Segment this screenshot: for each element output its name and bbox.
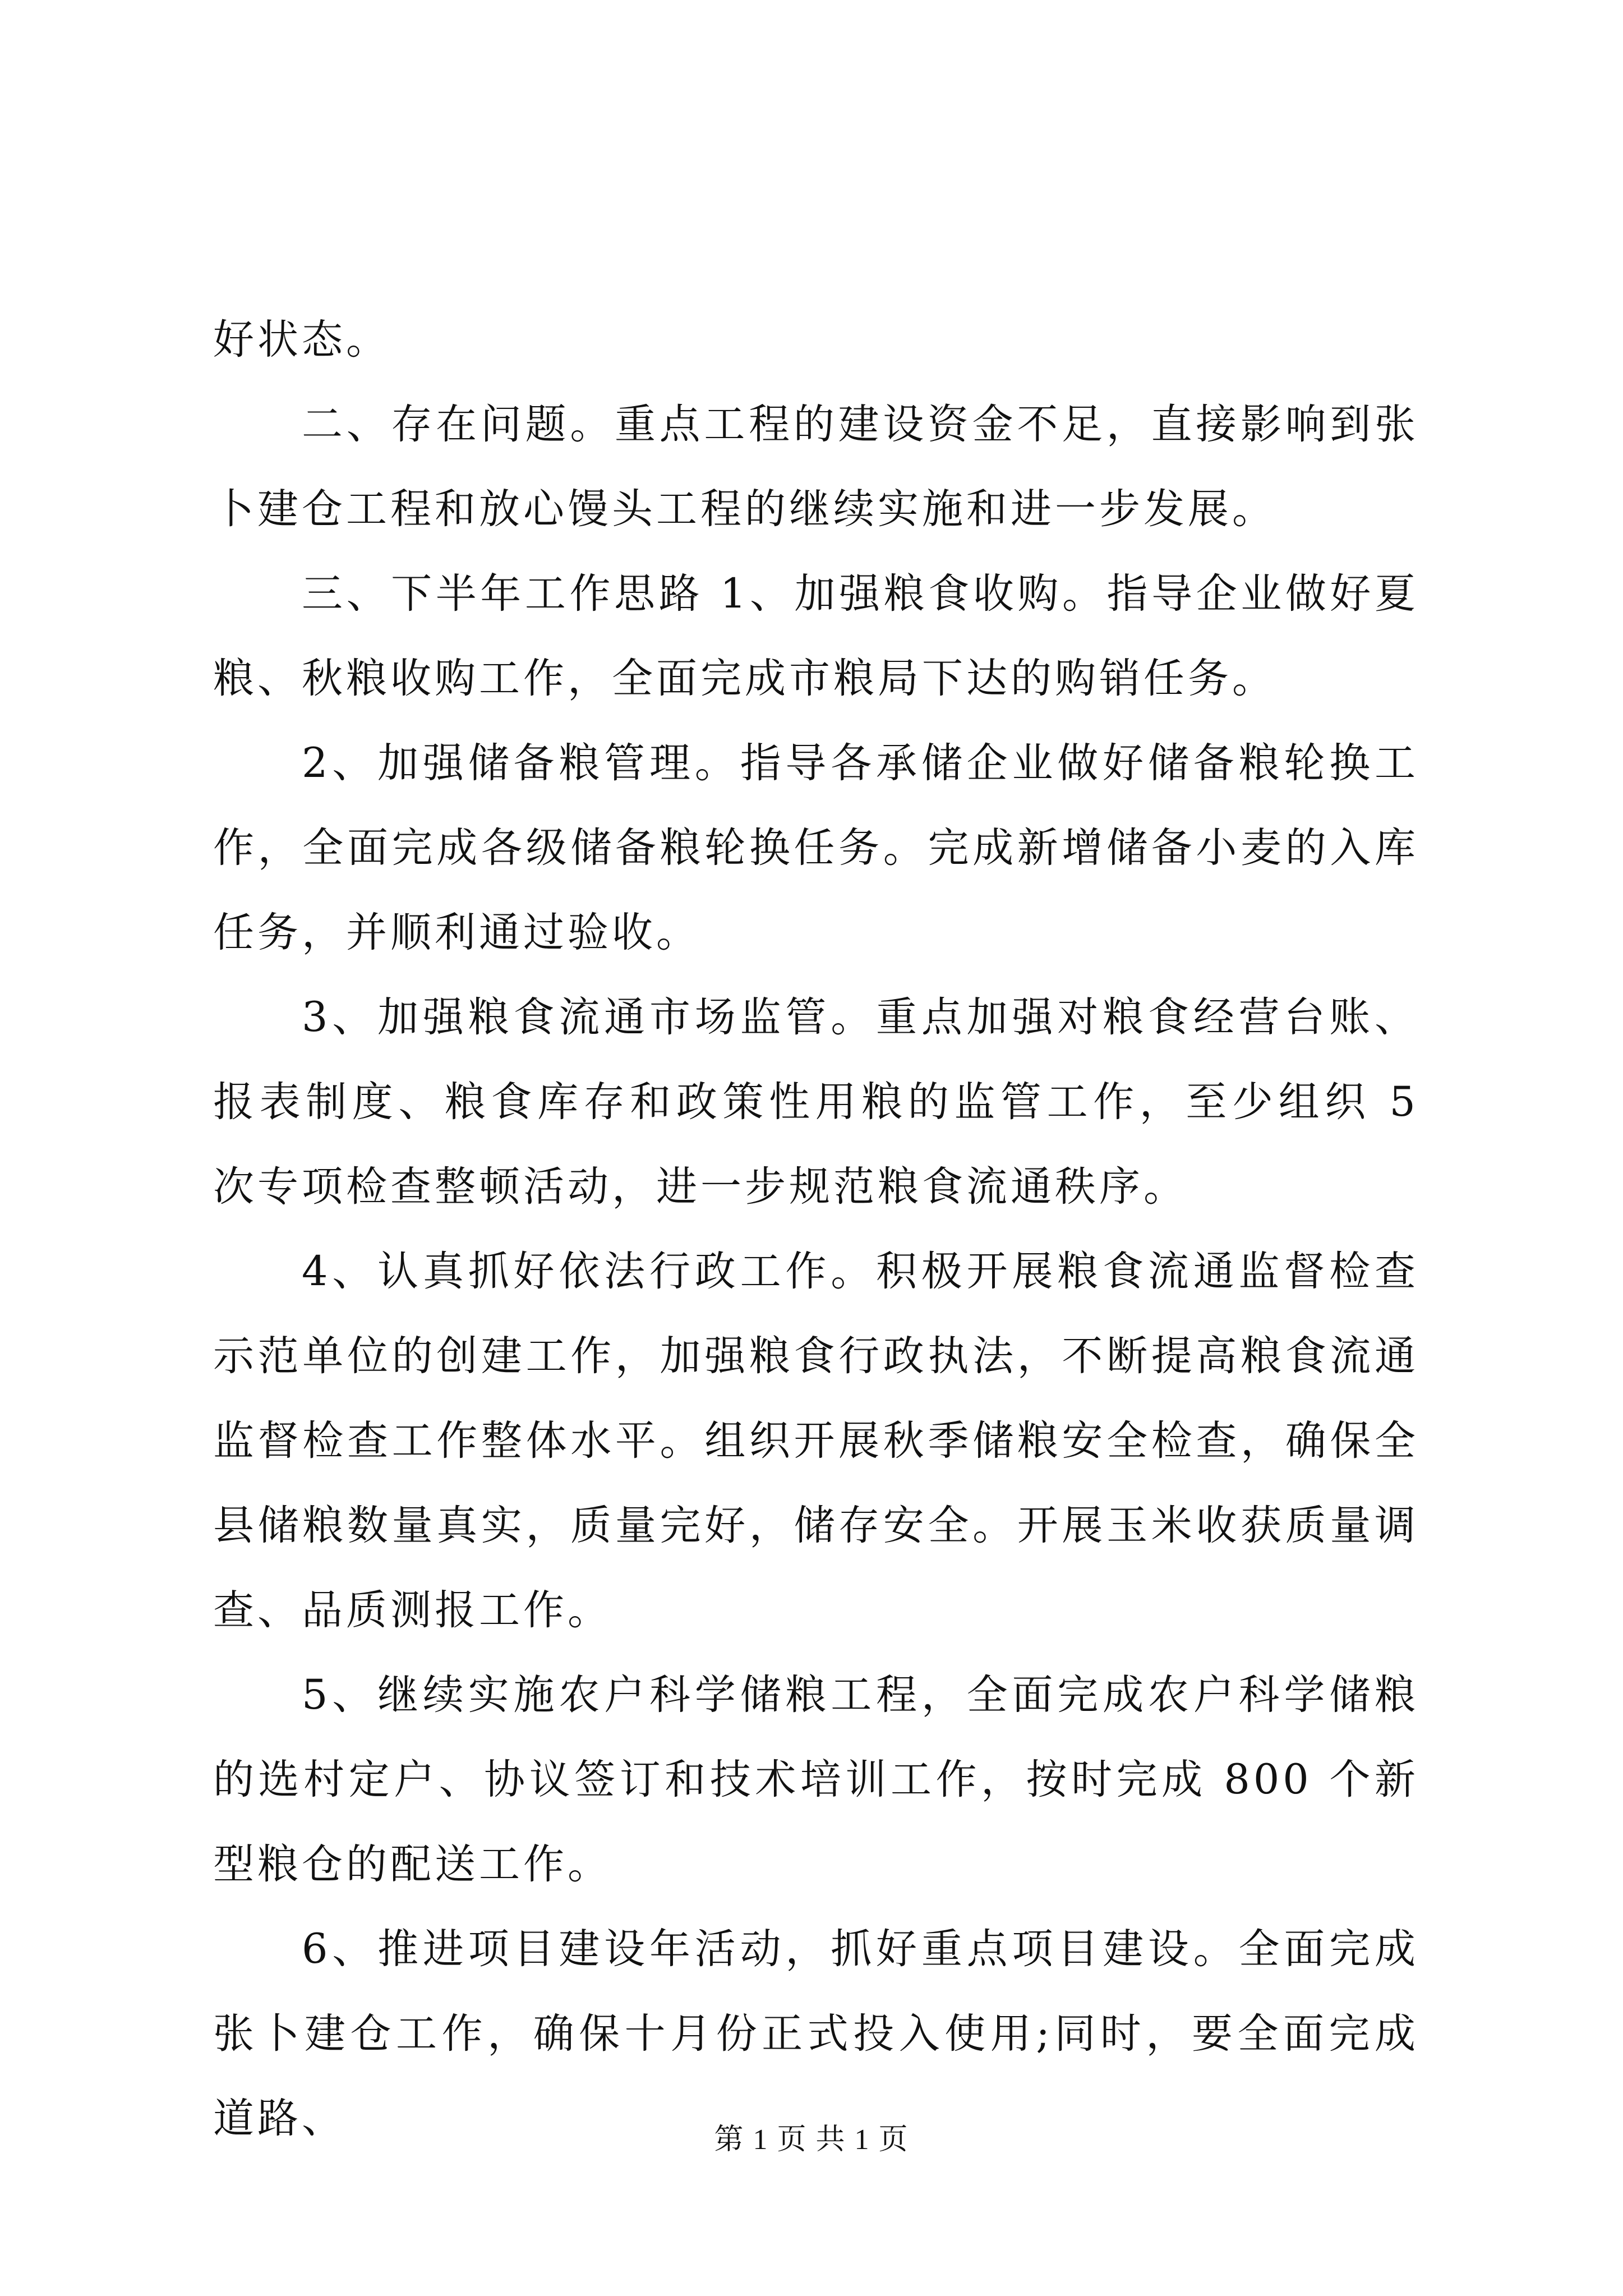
paragraph-2: 二、存在问题。重点工程的建设资金不足，直接影响到张卜建仓工程和放心馒头工程的继续实施和进一步发展。 [213,401,1419,533]
document-body [213,297,1419,2161]
paragraph-7: 5、继续实施农户科学储粮工程，全面完成农户科学储粮的选村定户、协议签订和技术培训工作，按时完成 800 个新型粮仓的配送工作。 [213,1671,1419,1888]
paragraph-3: 三、下半年工作思路 1、加强粮食收购。指导企业做好夏粮、秋粮收购工作，全面完成市粮局下达的购销任务。 [213,570,1419,702]
page-footer: 第 1 页 共 1 页 [714,2124,909,2156]
paragraph-6: 4、认真抓好依法行政工作。积极开展粮食流通监督检查示范单位的创建工作，加强粮食行政执法，不断提高粮食流通监督检查工作整体水平。组织开展秋季储粮安全检查，确保全县储粮数量真实，质量完好，储存安全。开展玉米收获质量调查、品质测报工作。 [213,1248,1419,1634]
paragraph-1: 好状态。 [213,316,390,364]
paragraph-5: 3、加强粮食流通市场监管。重点加强对粮食经营台账、报表制度、粮食库存和政策性用粮的监管工作，至少组织 5 次专项检查整顿活动，进一步规范粮食流通秩序。 [213,993,1419,1211]
paragraph-8: 6、推进项目建设年活动，抓好重点项目建设。全面完成张卜建仓工作，确保十月份正式投入使用;同时，要全面完成道路、 [213,1925,1419,2142]
paragraph-4: 2、加强储备粮管理。指导各承储企业做好储备粮轮换工作，全面完成各级储备粮轮换任务。完成新增储备小麦的入库任务，并顺利通过验收。 [213,739,1419,956]
